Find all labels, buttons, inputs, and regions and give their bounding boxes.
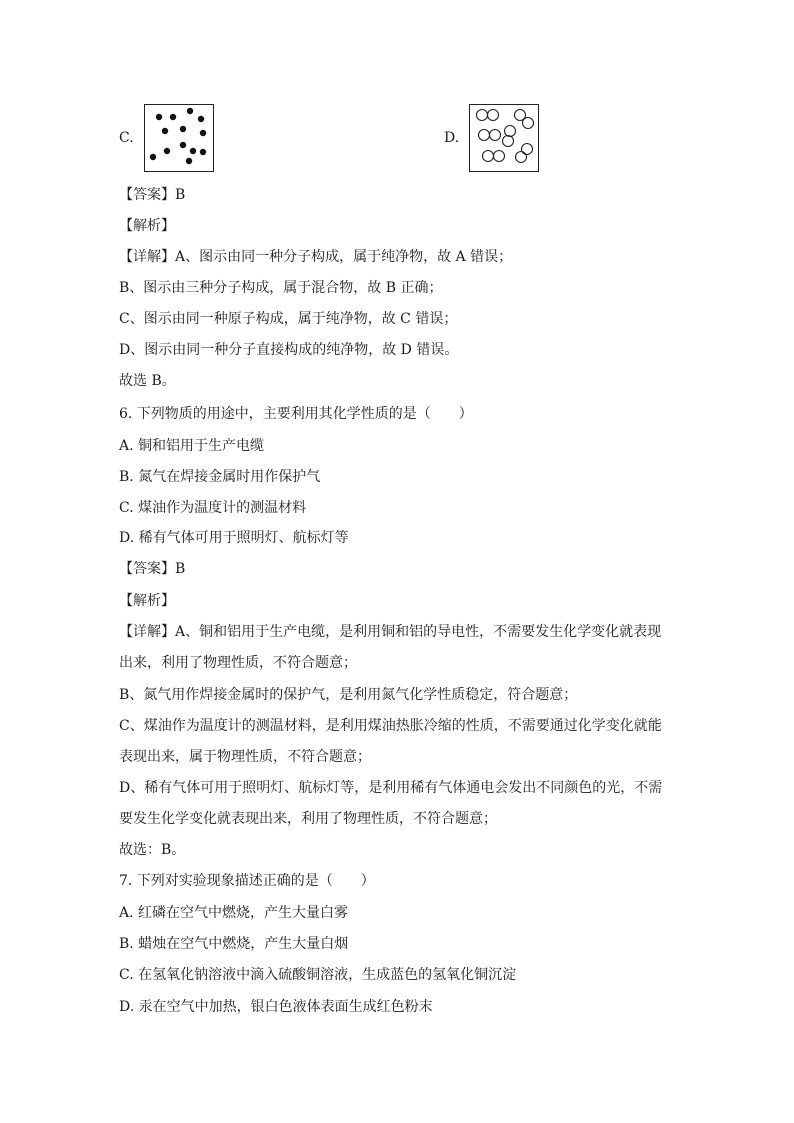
q6-detail-line: 【详解】A、铜和铝用于生产电缆，是利用铜和铝的导电性，不需要发生化学变化就表现 [119, 624, 662, 640]
q5-detail-line: D、图示由同一种分子直接构成的纯净物，故 D 错误。 [119, 342, 459, 358]
option-d-label: D. [444, 130, 460, 146]
q7-option-b: B. 蜡烛在空气中燃烧，产生大量白烟 [119, 936, 349, 952]
q6-detail-line: 要发生化学变化就表现出来，利用了物理性质，不符合题意； [119, 811, 497, 827]
q6-stem: 6. 下列物质的用途中，主要利用其化学性质的是（ ） [119, 406, 473, 422]
diagram-c-solid-dots [144, 104, 214, 172]
q6-option-c: C. 煤油作为温度计的测温材料 [119, 500, 307, 516]
q5-detail-line: 故选 B。 [119, 373, 176, 389]
diagram-d-molecule-pairs [469, 104, 539, 172]
dots-graphic [145, 105, 215, 173]
option-c-label: C. [119, 130, 134, 146]
q6-detail-line: D、稀有气体可用于照明灯、航标灯等，是利用稀有气体通电会发出不同颜色的光，不需 [119, 780, 663, 796]
q6-detail-line: 故选：B。 [119, 842, 186, 858]
q5-detail-line: C、图示由同一种原子构成，属于纯净物，故 C 错误； [119, 311, 458, 327]
q5-detail-line: 【详解】A、图示由同一种分子构成，属于纯净物，故 A 错误； [119, 249, 513, 265]
q5-analysis-heading: 【解析】 [119, 218, 175, 234]
q6-detail-line: 出来，利用了物理性质，不符合题意； [119, 655, 357, 671]
q6-analysis-heading: 【解析】 [119, 593, 175, 609]
q6-detail-line: B、氮气用作焊接金属时的保护气，是利用氮气化学性质稳定，符合题意； [119, 687, 578, 703]
q7-option-d: D. 汞在空气中加热，银白色液体表面生成红色粉末 [119, 999, 433, 1015]
q6-option-b: B. 氮气在焊接金属时用作保护气 [119, 469, 321, 485]
q6-option-d: D. 稀有气体可用于照明灯、航标灯等 [119, 530, 349, 546]
q6-answer: 【答案】B [119, 561, 186, 577]
q6-option-a: A. 铜和铝用于生产电缆 [119, 438, 265, 454]
q7-stem: 7. 下列对实验现象描述正确的是（ ） [119, 873, 375, 889]
q5-detail-line: B、图示由三种分子构成，属于混合物，故 B 正确； [119, 280, 443, 296]
q7-option-a: A. 红磷在空气中燃烧，产生大量白雾 [119, 905, 349, 921]
q6-detail-line: 表现出来，属于物理性质，不符合题意； [119, 749, 371, 765]
q5-answer: 【答案】B [119, 187, 186, 203]
q6-detail-line: C、煤油作为温度计的测温材料，是利用煤油热胀冷缩的性质，不需要通过化学变化就能 [119, 718, 662, 734]
q7-option-c: C. 在氢氧化钠溶液中滴入硫酸铜溶液，生成蓝色的氢氧化铜沉淀 [119, 967, 517, 983]
molecules-graphic [470, 105, 540, 173]
